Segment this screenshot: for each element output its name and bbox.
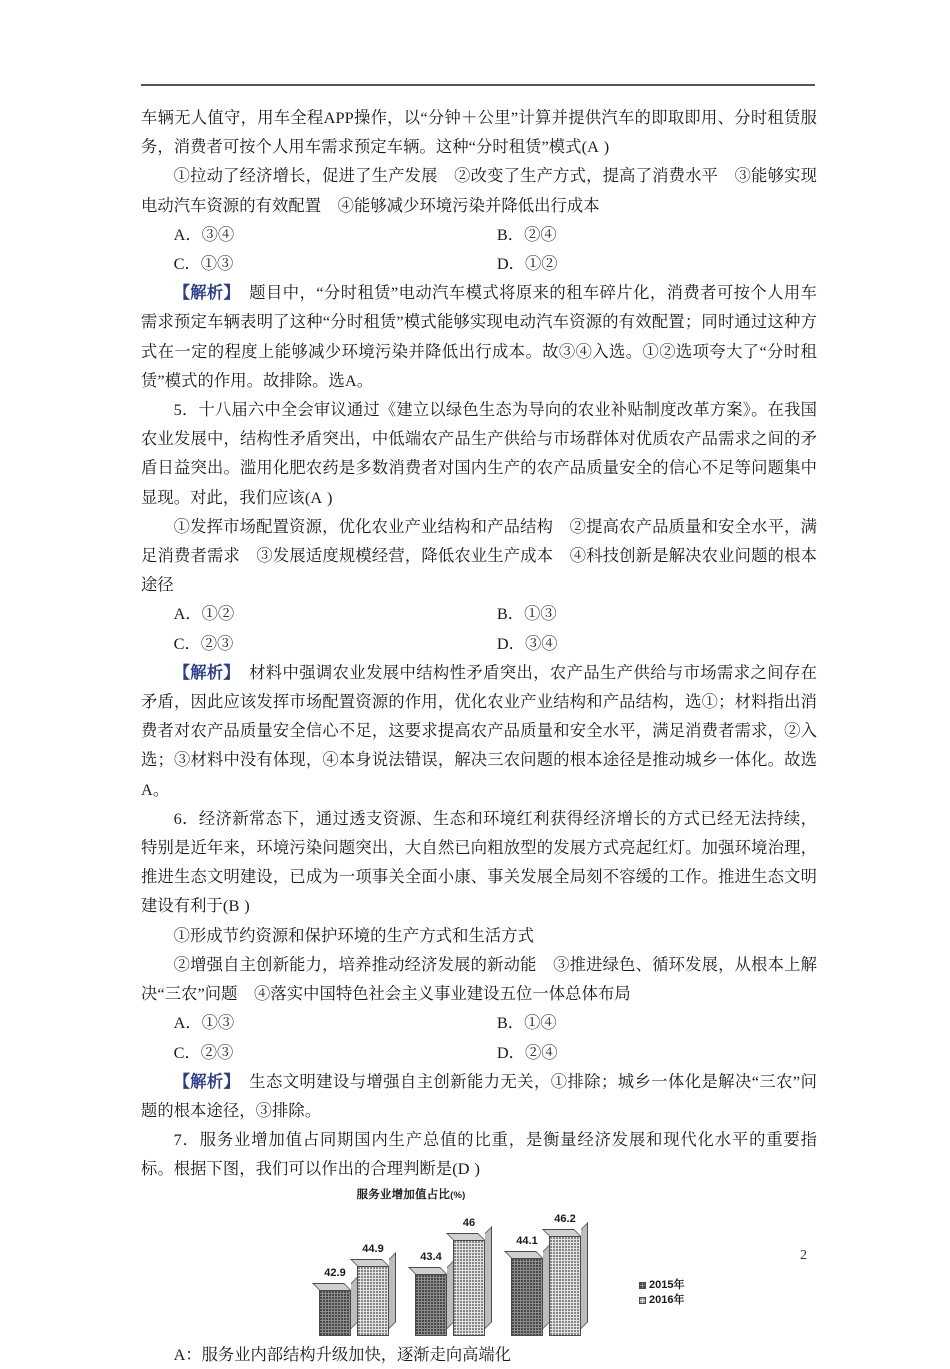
bar-value-label: 44.9 [362, 1242, 384, 1255]
question-5-options-row-1 [141, 599, 817, 628]
bar-top-face [350, 1259, 389, 1266]
bar-face [357, 1266, 389, 1336]
q7-stem-close: ) [474, 1159, 480, 1179]
question-6-statement-2: ②增强自主创新能力，培养推动经济发展的新动能 ③推进绿色、循环发展，从根本上解决“三农”问题 ④落实中国特色社会主义事业建设五位一体总体布局 [141, 954, 817, 1004]
option-d[interactable]: D．②④ [496, 1042, 558, 1062]
bar-value-label: 46.2 [554, 1212, 576, 1225]
q6-number: 6． [173, 808, 199, 828]
option-c[interactable]: C．②③ [173, 633, 234, 653]
option-c[interactable]: C．②③ [173, 1042, 234, 1062]
question-4-analysis [141, 278, 817, 395]
bar-2015-g3 [511, 1234, 543, 1336]
bar-face [549, 1236, 581, 1336]
bar-2016-g2 [453, 1216, 485, 1336]
bar-group-3 [505, 1210, 591, 1336]
bar-top-face [542, 1229, 581, 1236]
bar-face [453, 1240, 485, 1336]
bar-group-2 [409, 1210, 495, 1336]
analysis-text: 题目中，“分时租赁”电动汽车模式将原来的租车碎片化，消费者可按个人用车需求预定车辆表明了这种“分时租赁”模式能够实现电动汽车资源的有效配置；同时通过这种方式在一定的程度上能够减少环境污染并降低出行成本。故③④入选。①②选项夸大了“分时租赁”模式的作用。故排除。选A。 [141, 283, 817, 390]
question-7-stem [141, 1125, 817, 1183]
question-6-options-row-2 [141, 1038, 817, 1067]
header-rule [141, 84, 815, 86]
chart-legend [639, 1278, 684, 1308]
chart-title-unit: (%) [450, 1189, 466, 1201]
option-a[interactable]: A．①② [173, 604, 235, 624]
legend-item-2015 [639, 1278, 684, 1293]
question-5-options-row-2 [141, 629, 817, 658]
option-a[interactable]: A．③④ [173, 224, 235, 244]
bar-top-face [504, 1251, 543, 1258]
legend-item-2016 [639, 1293, 684, 1308]
bar-2015-g1 [319, 1266, 351, 1336]
question-4-stem [141, 103, 817, 161]
option-d[interactable]: D．①② [496, 254, 558, 274]
question-5-analysis [141, 658, 817, 804]
bar-face [511, 1258, 543, 1336]
q4-answer: A [587, 137, 604, 157]
q6-stem-close: ) [244, 896, 250, 916]
q7-number: 7． [173, 1130, 200, 1150]
bar-face [415, 1274, 447, 1336]
question-6-options-row-1 [141, 1008, 817, 1037]
bar-top-face [408, 1267, 447, 1274]
q5-answer: A [310, 487, 327, 507]
q5-stem-text: 十八届六中全会审议通过《建立以绿色生态为导向的农业补贴制度改革方案》。在我国农业发展中，结构性矛盾突出，中低端农产品生产供给与市场群体对优质农产品需求之间的矛盾日益突出。滥用化肥农药是多数消费者对国内生产的农产品质量安全的信心不足等问题集中显现。对此，我们应该( [141, 400, 817, 507]
option-b[interactable]: B．①④ [496, 1013, 557, 1033]
question-6-stem [141, 804, 817, 921]
service-industry-bar-chart [141, 1186, 817, 1336]
legend-swatch-icon [639, 1282, 646, 1289]
bar-side-face [389, 1252, 396, 1329]
chart-title [141, 1186, 681, 1202]
question-5-statements: ①发挥市场配置资源，优化农业产业结构和产品结构 ②提高农产品质量和安全水平，满足消费者需求 ③发展适度规模经营，降低农业生产成本 ④科技创新是解决农业问题的根本途径 [141, 516, 817, 595]
option-b[interactable]: B．①③ [496, 604, 557, 624]
option-b[interactable]: B．②④ [496, 224, 557, 244]
q6-stem-text: 经济新常态下，通过透支资源、生态和环境红利获得经济增长的方式已经无法持续，特别是近年来，环境污染问题突出，大自然已向粗放型的发展方式亮起红灯。加强环境治理，推进生态文明建设，已成为一项事关全面小康、事关发展全局刻不容缓的工作。推进生态文明建设有利于( [141, 808, 817, 916]
bar-value-label: 44.1 [516, 1234, 538, 1247]
q5-stem-close: ) [327, 487, 333, 507]
question-4-options-row-1 [141, 220, 817, 249]
bar-value-label: 42.9 [324, 1266, 346, 1279]
analysis-tag: 【解析】 [173, 1071, 241, 1091]
option-d[interactable]: D．③④ [496, 633, 558, 653]
q5-number: 5． [173, 400, 199, 420]
bar-value-label: 43.4 [420, 1250, 442, 1263]
page-content [141, 103, 817, 1369]
bar-side-face [581, 1222, 588, 1329]
bar-face [319, 1290, 351, 1336]
bar-2016-g3 [549, 1212, 581, 1336]
bar-top-face [446, 1233, 485, 1240]
legend-swatch-icon [639, 1297, 646, 1304]
q7-stem-text: 服务业增加值占同期国内生产总值的比重，是衡量经济发展和现代化水平的重要指标。根据下图，我们可以作出的合理判断是( [141, 1130, 818, 1179]
question-6-analysis [141, 1067, 817, 1125]
legend-label: 2016年 [649, 1293, 685, 1306]
legend-label: 2015年 [649, 1278, 685, 1291]
bar-top-face [312, 1283, 351, 1290]
q4-stem-text: 车辆无人值守，用车全程APP操作，以“分钟＋公里”计算并提供汽车的即取即用、分时租赁服务，消费者可按个人用车需求预定车辆。这种“分时租赁”模式( [141, 108, 817, 157]
bar-side-face [485, 1226, 492, 1329]
question-4-statements: ①拉动了经济增长，促进了生产发展 ②改变了生产方式，提高了消费水平 ③能够实现电动汽车资源的有效配置 ④能够减少环境污染并降低出行成本 [141, 166, 817, 215]
q6-answer: B [228, 896, 245, 916]
q7-answer: D [457, 1159, 475, 1179]
question-7-option-a[interactable]: A：服务业内部结构升级加快，逐渐走向高端化 [173, 1344, 511, 1364]
page-number: 2 [800, 1248, 807, 1263]
question-6-statement-1: ①形成节约资源和保护环境的生产方式和生活方式 [173, 925, 534, 945]
question-4-options-row-2 [141, 249, 817, 278]
chart-title-text: 服务业增加值占比 [356, 1188, 451, 1201]
option-a[interactable]: A．①③ [173, 1013, 235, 1033]
bar-value-label: 46 [462, 1216, 476, 1229]
analysis-tag: 【解析】 [173, 283, 241, 303]
option-c[interactable]: C．①③ [173, 254, 234, 274]
question-5-stem [141, 395, 817, 512]
chart-plot-area [313, 1210, 613, 1336]
analysis-text: 材料中强调农业发展中结构性矛盾突出，农产品生产供给与市场需求之间存在矛盾，因此应该发挥市场配置资源的作用，优化农业产业结构和产品结构，选①；材料指出消费者对农产品质量安全信心不足，这要求提高农产品质量和安全水平，满足消费者需求，②入选；③材料中没有体现，④本身说法错误，解决三农问题的根本途径是推动城乡一体化。故选A。 [141, 662, 818, 799]
analysis-tag: 【解析】 [173, 662, 241, 682]
q4-stem-close: ) [603, 137, 610, 157]
bar-2016-g1 [357, 1242, 389, 1336]
bar-2015-g2 [415, 1250, 447, 1336]
bar-group-1 [313, 1210, 399, 1336]
analysis-text: 生态文明建设与增强自主创新能力无关，①排除；城乡一体化是解决“三农”问题的根本途径，③排除。 [141, 1071, 817, 1120]
